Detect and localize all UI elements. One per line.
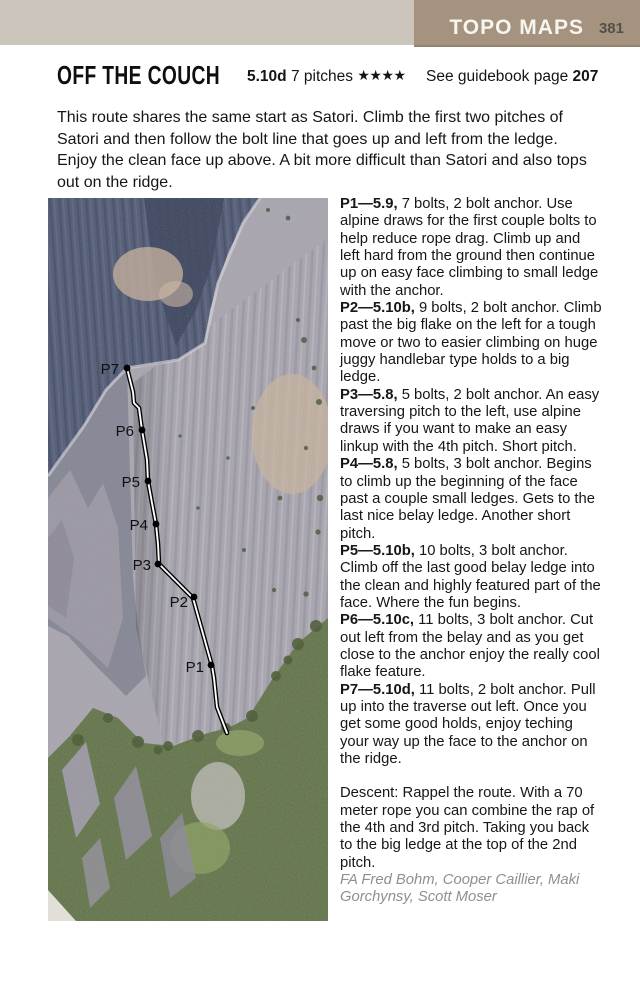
pitch-desc-P7: P7—5.10d, 11 bolts, 2 bolt anchor. Pull up into the traverse out left. Once you get some good holds, enjoy teching your way up the face to the anchor on the ridge.	[340, 681, 596, 767]
guidebook-page-number: 207	[572, 68, 599, 85]
section-title: TOPO MAPS	[449, 16, 584, 39]
pitch-point-label-P4: P4	[129, 517, 148, 534]
route-rating	[247, 68, 406, 86]
anchor-dot-P5	[145, 478, 152, 485]
pitch-descriptions	[340, 196, 604, 907]
pitch-point-label-P1: P1	[185, 659, 204, 676]
page-number: 381	[598, 20, 624, 37]
route-length: 7 pitches	[290, 68, 353, 85]
pitch-point-label-P7: P7	[100, 361, 119, 378]
route-title: OFF THE COUCH	[57, 60, 220, 90]
anchor-dot-P3	[155, 561, 162, 568]
route-line-casing	[127, 368, 227, 733]
anchor-dot-P2	[191, 594, 198, 601]
pitch-list	[340, 196, 604, 768]
anchor-dot-P6	[139, 427, 146, 434]
route-overlay	[48, 198, 328, 921]
pitch-point-label-P6: P6	[115, 423, 134, 440]
pitch-desc-P1: P1—5.9, 7 bolts, 2 bolt anchor. Use alpine draws for the first couple bolts to help reduce rope drag. Climb up and left hard from the ground then continue up on easy face climbing to small ledge with the anchor.	[340, 196, 599, 299]
route-grade: 5.10d	[247, 68, 287, 85]
guidebook-reference-text: See guidebook page	[426, 68, 573, 85]
guidebook-reference	[426, 68, 598, 86]
topo-photo	[48, 198, 328, 921]
first-ascent-credit: FA Fred Bohm, Cooper Caillier, Maki Gorchynsy, Scott Moser	[340, 872, 580, 906]
route-stars: ★★★★	[357, 68, 406, 84]
pitch-point-label-P2: P2	[169, 594, 188, 611]
pitch-desc-P2: P2—5.10b, 9 bolts, 2 bolt anchor. Climb past the big flake on the left for a tough move or two to easier climbing on huge juggy handlebar type holds to a big ledge.	[340, 300, 602, 386]
descent-note: Descent: Rappel the route. With a 70 meter rope you can combine the rap of the 4th and 3rd pitch. Taking you back to the big ledge at the top of the 2nd pitch.	[340, 785, 595, 871]
anchor-dot-P7	[124, 365, 131, 372]
pitch-point-label-P5: P5	[121, 474, 140, 491]
pitch-desc-P4: P4—5.8, 5 bolts, 3 bolt anchor. Begins to climb up the beginning of the face past a couple small ledges. Gets to the last nice belay ledge. Another short pitch.	[340, 456, 595, 542]
pitch-point-label-P3: P3	[132, 557, 151, 574]
pitch-desc-P3: P3—5.8, 5 bolts, 2 bolt anchor. An easy traversing pitch to the left, use alpine draws if you want to make an easy linkup with the 4th pitch. Short pitch.	[340, 386, 600, 455]
anchor-dot-P1	[208, 662, 215, 669]
route-intro: This route shares the same start as Satori. Climb the first two pitches of Satori and then follow the bolt line that goes up and left from the ledge. Enjoy the clean face up above. A bit more difficult than Satori and also tops out on the ridge.	[57, 109, 587, 191]
section-header	[414, 0, 640, 47]
pitch-desc-P6: P6—5.10c, 11 bolts, 3 bolt anchor. Cut out left from the belay and as you get close to the anchor enjoy the really cool flake feature.	[340, 612, 600, 681]
pitch-desc-P5: P5—5.10b, 10 bolts, 3 bolt anchor. Climb off the last good belay ledge into the clean and highly featured part of the face. Where the fun begins.	[340, 542, 601, 611]
anchor-dot-P4	[153, 521, 160, 528]
